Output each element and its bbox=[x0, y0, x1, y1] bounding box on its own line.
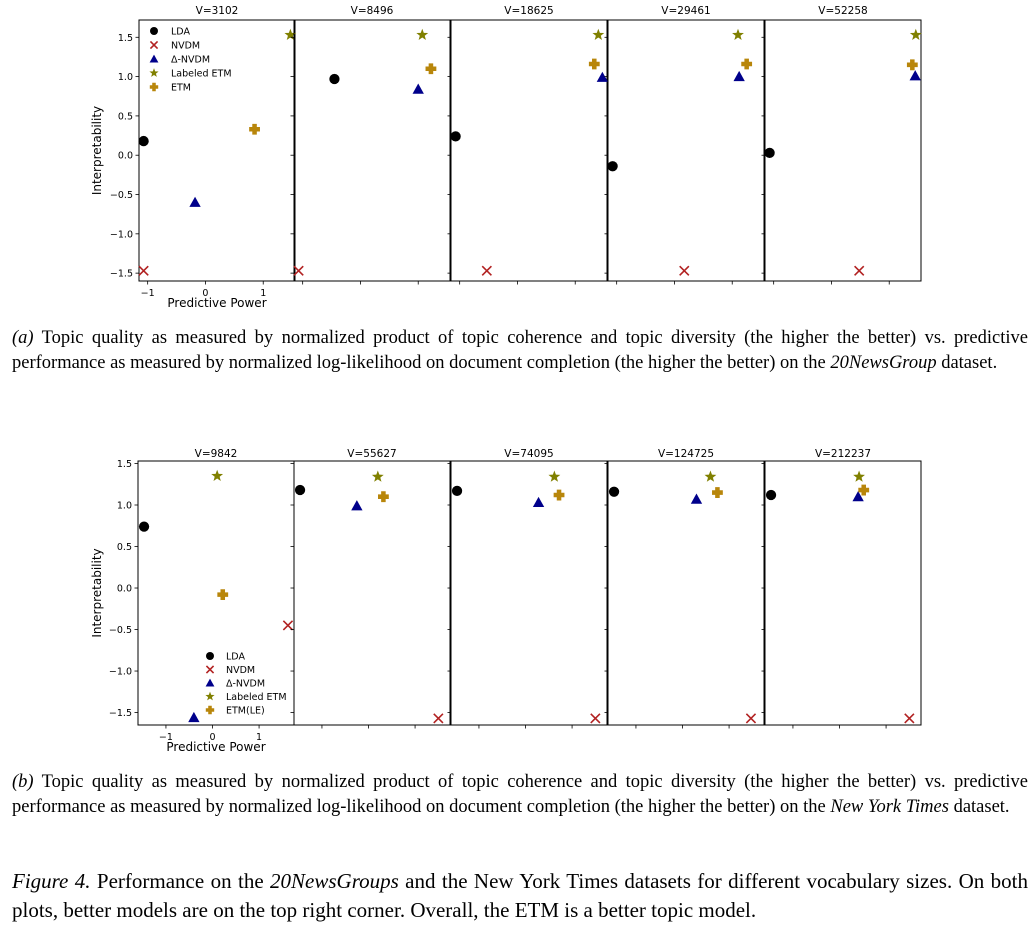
chart-b-legend-marker-4 bbox=[205, 692, 214, 701]
chart-a-panel-1-point-lda bbox=[138, 136, 148, 146]
caption-a-dataset: 20NewsGroup bbox=[830, 353, 937, 373]
chart-a-panel-1-point-etm bbox=[249, 124, 260, 135]
chart-b-panel-2-point-nvdm-shape bbox=[434, 714, 443, 723]
chart-a-ytick-label: 1.0 bbox=[117, 72, 133, 84]
chart-b-panel-3-frame bbox=[451, 461, 607, 725]
chart-a-panel-2-point-labeled-etm-shape bbox=[416, 29, 428, 40]
caption-a bbox=[12, 326, 1028, 376]
figure-caption bbox=[12, 867, 1028, 925]
chart-a-panel-2-point-labeled-etm bbox=[416, 29, 428, 40]
chart-a-panel-4-point-nvdm-shape bbox=[680, 266, 689, 275]
chart-a-panel-1-point-etm-shape bbox=[249, 124, 260, 135]
chart-a-xtick-label: 0 bbox=[202, 288, 209, 299]
chart-a-legend-marker-4 bbox=[149, 68, 158, 77]
figure-caption-etm: ETM bbox=[514, 898, 560, 922]
chart-a-panel-1-frame bbox=[139, 20, 295, 281]
chart-b-panel-2-point-etm-le--shape bbox=[378, 491, 389, 502]
chart-a-legend-marker-3-shape bbox=[150, 55, 159, 63]
chart-b-panel-5-point-etm-le- bbox=[858, 485, 869, 496]
chart-b-panel-3-point-lda-shape bbox=[452, 486, 462, 496]
chart-a-ytick-label: −1.0 bbox=[109, 229, 133, 241]
chart-a-panel-5-point-lda bbox=[764, 148, 774, 158]
chart-b-ytick-label: −1.5 bbox=[108, 708, 132, 720]
chart-a-xlabel: Predictive Power bbox=[167, 296, 267, 310]
chart-b-panel-4-point--nvdm bbox=[691, 494, 702, 504]
chart-a-legend-marker-4-shape bbox=[149, 68, 158, 77]
chart-a-panel-4-frame bbox=[608, 20, 764, 281]
chart-b-panel-1-point-labeled-etm-shape bbox=[211, 470, 223, 481]
figure-caption-text-2: and the New York Times datasets for different vocabulary sizes. On both plots, better models are on the top right corner. Overall, the bbox=[12, 869, 1028, 922]
chart-b-legend-marker-3-shape bbox=[206, 679, 215, 687]
chart-b-panel-1-point-etm-le- bbox=[217, 589, 228, 600]
chart-a-ytick-label: −1.5 bbox=[109, 268, 133, 280]
chart-b-ytick-label: −1.0 bbox=[108, 666, 132, 678]
chart-b-panel-2-frame bbox=[294, 461, 450, 725]
chart-a-panel-1-point-nvdm bbox=[139, 266, 148, 275]
chart-a-legend-marker-2-shape bbox=[150, 41, 157, 48]
chart-b-panel-2-point-etm-le- bbox=[378, 491, 389, 502]
chart-b-panel-5-point-etm-le--shape bbox=[858, 485, 869, 496]
chart-a-legend-label-5: ETM bbox=[171, 82, 192, 94]
chart-b-panel-4-point-etm-le--shape bbox=[712, 487, 723, 498]
chart-a-panel-3-point-etm bbox=[589, 59, 600, 70]
chart-a-panel-1-point-lda-shape bbox=[138, 136, 148, 146]
chart-b-legend-marker-2 bbox=[206, 666, 213, 673]
chart-a-ytick-label: 1.5 bbox=[117, 32, 133, 44]
chart-b-panel-1-point-lda-shape bbox=[139, 521, 149, 531]
chart-a-panel-5-point--nvdm bbox=[910, 70, 921, 80]
chart-a-panel-4-point-etm bbox=[741, 59, 752, 70]
chart-a-legend-marker-1 bbox=[150, 27, 158, 35]
chart-b-panel-3-point-etm-le- bbox=[554, 490, 565, 501]
chart-b-panel-1-point--nvdm-shape bbox=[188, 712, 199, 722]
chart-b-xlabel: Predictive Power bbox=[166, 740, 266, 754]
chart-b-panel-1-point-lda bbox=[139, 521, 149, 531]
caption-a-text: Topic quality as measured by normalized product of topic coherence and topic diversity (the higher the better) vs. predictive performance as measured by normalized log-likelihood on document completion (the higher the better) on the bbox=[12, 328, 1028, 373]
chart-b-panel-3-point-nvdm-shape bbox=[591, 714, 600, 723]
chart-a-panel-5-point-nvdm bbox=[855, 266, 864, 275]
chart-a-panel-2-point-lda-shape bbox=[329, 74, 339, 84]
chart-a-xtick-label: 1 bbox=[260, 288, 267, 299]
chart-a-panel-1-point--nvdm bbox=[189, 197, 200, 207]
chart-a-legend-label-1: LDA bbox=[171, 26, 190, 38]
chart-b-legend-label-5: ETM(LE) bbox=[226, 705, 265, 717]
chart-a-panel-3-point-etm-shape bbox=[589, 59, 600, 70]
chart-b-panel-4-point-lda bbox=[609, 487, 619, 497]
chart-a-legend-marker-3 bbox=[150, 55, 159, 63]
chart-b-panel-1-point-etm-le--shape bbox=[217, 589, 228, 600]
chart-a-panel-4-title: V=29461 bbox=[661, 5, 711, 17]
chart-b-panel-5-title: V=212237 bbox=[814, 448, 872, 460]
chart-b-panel-3-point-lda bbox=[452, 486, 462, 496]
chart-a-panel-2-frame bbox=[294, 20, 450, 281]
chart-a-panel-2-point-etm bbox=[426, 63, 437, 74]
chart-b-panel-3-point--nvdm bbox=[533, 497, 544, 507]
chart-b-legend-marker-1 bbox=[206, 652, 214, 660]
chart-a-panel-4-point--nvdm bbox=[733, 71, 744, 81]
chart-a-panel-4-point--nvdm-shape bbox=[733, 71, 744, 81]
chart-a-panel-5-point-etm bbox=[907, 59, 918, 70]
chart-b-panel-3-point-nvdm bbox=[591, 714, 600, 723]
chart-a-panel-4-point-lda bbox=[607, 161, 617, 171]
chart-b-panel-2-point-lda-shape bbox=[295, 485, 305, 495]
chart-a-panel-5-point-nvdm-shape bbox=[855, 266, 864, 275]
chart-a-legend-marker-5-shape bbox=[150, 83, 158, 91]
chart-b-ytick-label: 1.0 bbox=[116, 500, 132, 512]
chart-b-ytick-label: −0.5 bbox=[108, 625, 132, 637]
chart-b-panel-4-point-labeled-etm bbox=[705, 471, 717, 482]
chart-b-panel-1-title: V=9842 bbox=[194, 448, 238, 460]
chart-b-panel-5-point-labeled-etm bbox=[853, 471, 865, 482]
chart-b-xtick-label: 1 bbox=[256, 732, 263, 743]
chart-b-legend-marker-5-shape bbox=[206, 706, 214, 714]
caption-b-text-end: dataset. bbox=[948, 797, 1010, 817]
figure-caption-label: Figure 4. bbox=[12, 869, 91, 893]
chart-b-panel-3-point-labeled-etm bbox=[548, 471, 560, 482]
caption-a-text-end: dataset. bbox=[936, 353, 998, 373]
caption-b bbox=[12, 770, 1028, 820]
chart-b-panel-4-title: V=124725 bbox=[657, 448, 715, 460]
chart-b-legend-label-1: LDA bbox=[226, 651, 245, 663]
chart-a-panel-5-point--nvdm-shape bbox=[910, 70, 921, 80]
chart-a-panel-1-point--nvdm-shape bbox=[189, 197, 200, 207]
chart-b-legend-marker-2-shape bbox=[206, 666, 213, 673]
figure-caption-text-3: is a better topic model. bbox=[559, 898, 757, 922]
chart-a-panel-3-point-lda-shape bbox=[450, 131, 460, 141]
chart-b-panel-5-point-lda bbox=[766, 490, 776, 500]
chart-b-xtick-label: 0 bbox=[209, 732, 216, 743]
chart-a-panel-3-point-lda bbox=[450, 131, 460, 141]
chart-b-panel-4-point-labeled-etm-shape bbox=[705, 471, 717, 482]
chart-b-panel-2-title: V=55627 bbox=[347, 448, 397, 460]
caption-b-text: Topic quality as measured by normalized product of topic coherence and topic diversity (the higher the better) vs. predictive performance as measured by normalized log-likelihood on document completion (the higher the better) on the bbox=[12, 772, 1028, 817]
chart-b-panel-4-point-nvdm-shape bbox=[746, 714, 755, 723]
chart-b-legend-label-2: NVDM bbox=[226, 665, 256, 676]
chart-a-ytick-label: 0.5 bbox=[117, 111, 133, 123]
chart-a-panel-1-title: V=3102 bbox=[195, 5, 239, 17]
chart-b-panel-3-title: V=74095 bbox=[504, 448, 554, 460]
chart-b-panel-5-point-nvdm bbox=[905, 714, 914, 723]
chart-a-xtick-label: −1 bbox=[140, 288, 155, 299]
chart-a-legend-label-3: Δ-NVDM bbox=[171, 54, 211, 66]
chart-b-panel-3-point--nvdm-shape bbox=[533, 497, 544, 507]
chart-a-panel-3-title: V=18625 bbox=[504, 5, 554, 17]
chart-a-panel-5-point-labeled-etm-shape bbox=[910, 29, 922, 40]
chart-a-panel-3-point-labeled-etm-shape bbox=[592, 29, 604, 40]
chart-a-legend-label-2: NVDM bbox=[171, 40, 201, 52]
chart-b-legend-marker-5 bbox=[206, 706, 214, 714]
chart-b-panel-1-point-nvdm-shape bbox=[283, 621, 292, 630]
chart-b-panel-3-point-etm-le--shape bbox=[554, 490, 565, 501]
chart-b-panel-4-frame bbox=[608, 461, 764, 725]
chart-b-panel-2-point-labeled-etm-shape bbox=[372, 471, 384, 482]
chart-a-panel-4-point-labeled-etm-shape bbox=[732, 29, 744, 40]
chart-b-xtick-label: −1 bbox=[158, 732, 173, 743]
chart-a-panel-2-point--nvdm bbox=[413, 84, 424, 94]
caption-a-label: (a) bbox=[12, 328, 34, 348]
chart-b-legend-label-3: Δ-NVDM bbox=[226, 678, 266, 690]
chart-a-panel-2-point-lda bbox=[329, 74, 339, 84]
chart-b-panel-4-point-etm-le- bbox=[712, 487, 723, 498]
chart-b-panel-2-point-nvdm bbox=[434, 714, 443, 723]
chart-a-panel-5-frame bbox=[765, 20, 921, 281]
chart-b-panel-1-point-labeled-etm bbox=[211, 470, 223, 481]
chart-b-panel-2-point-labeled-etm bbox=[372, 471, 384, 482]
figure-caption-dataset: 20NewsGroups bbox=[270, 869, 399, 893]
chart-a-ytick-label: 0.0 bbox=[117, 150, 133, 162]
chart-b-ytick-label: 0.0 bbox=[116, 583, 132, 595]
chart-a-panel-2-title: V=8496 bbox=[350, 5, 394, 17]
caption-b-dataset: New York Times bbox=[830, 797, 949, 817]
chart-a-panel-2-point--nvdm-shape bbox=[413, 84, 424, 94]
chart-b-ytick-label: 1.5 bbox=[116, 458, 132, 470]
chart-b-panel-4-point-lda-shape bbox=[609, 487, 619, 497]
chart-a-panel-4-point-lda-shape bbox=[607, 161, 617, 171]
chart-a-panel-5-point-lda-shape bbox=[764, 148, 774, 158]
chart-b-panel-5-frame bbox=[765, 461, 921, 725]
chart-b-panel-4-point--nvdm-shape bbox=[691, 494, 702, 504]
chart-a-panel-4-point-nvdm bbox=[680, 266, 689, 275]
chart-b-legend-marker-3 bbox=[206, 679, 215, 687]
chart-a-ylabel: Interpretability bbox=[90, 105, 104, 196]
chart-b-panel-1-frame bbox=[138, 461, 294, 725]
chart-b-panel-5-point-lda-shape bbox=[766, 490, 776, 500]
chart-b-panel-1-point--nvdm bbox=[188, 712, 199, 722]
chart-a-panel-3-frame bbox=[451, 20, 607, 281]
chart-b-panel-3-point-labeled-etm-shape bbox=[548, 471, 560, 482]
chart-a-legend-marker-5 bbox=[150, 83, 158, 91]
chart-a-panel-5-point-labeled-etm bbox=[910, 29, 922, 40]
caption-b-label: (b) bbox=[12, 772, 34, 792]
chart-a-panel-4-point-etm-shape bbox=[741, 59, 752, 70]
chart-b-legend-label-4: Labeled ETM bbox=[226, 692, 287, 703]
chart-a-legend-marker-2 bbox=[150, 41, 157, 48]
chart-b-panel-1-point-nvdm bbox=[283, 621, 292, 630]
chart-a-panel-4-point-labeled-etm bbox=[732, 29, 744, 40]
chart-b-panel-4-point-nvdm bbox=[746, 714, 755, 723]
chart-b-panel-5-point-nvdm-shape bbox=[905, 714, 914, 723]
chart-a-ytick-label: −0.5 bbox=[109, 190, 133, 202]
chart-b-ylabel: Interpretability bbox=[90, 548, 104, 638]
chart-b-legend-marker-4-shape bbox=[205, 692, 214, 701]
chart-b-legend-marker-1-shape bbox=[206, 652, 214, 660]
chart-b-ytick-label: 0.5 bbox=[116, 542, 132, 554]
chart-b-panel-2-point-lda bbox=[295, 485, 305, 495]
chart-a-panel-3-point-labeled-etm bbox=[592, 29, 604, 40]
chart-b-panel-2-point--nvdm bbox=[351, 500, 362, 510]
chart-a-legend-label-4: Labeled ETM bbox=[171, 68, 232, 80]
chart-a-panel-5-title: V=52258 bbox=[818, 5, 868, 17]
chart-b-panel-2-point--nvdm-shape bbox=[351, 500, 362, 510]
chart-a-panel-3-point-nvdm-shape bbox=[482, 266, 491, 275]
chart-a-panel-2-point-etm-shape bbox=[426, 63, 437, 74]
chart-a-panel-5-point-etm-shape bbox=[907, 59, 918, 70]
chart-a-legend-marker-1-shape bbox=[150, 27, 158, 35]
chart-a-panel-3-point-nvdm bbox=[482, 266, 491, 275]
chart-a-panel-1-point-nvdm-shape bbox=[139, 266, 148, 275]
chart-b-panel-5-point-labeled-etm-shape bbox=[853, 471, 865, 482]
figure-caption-text-1: Performance on the bbox=[90, 869, 271, 893]
